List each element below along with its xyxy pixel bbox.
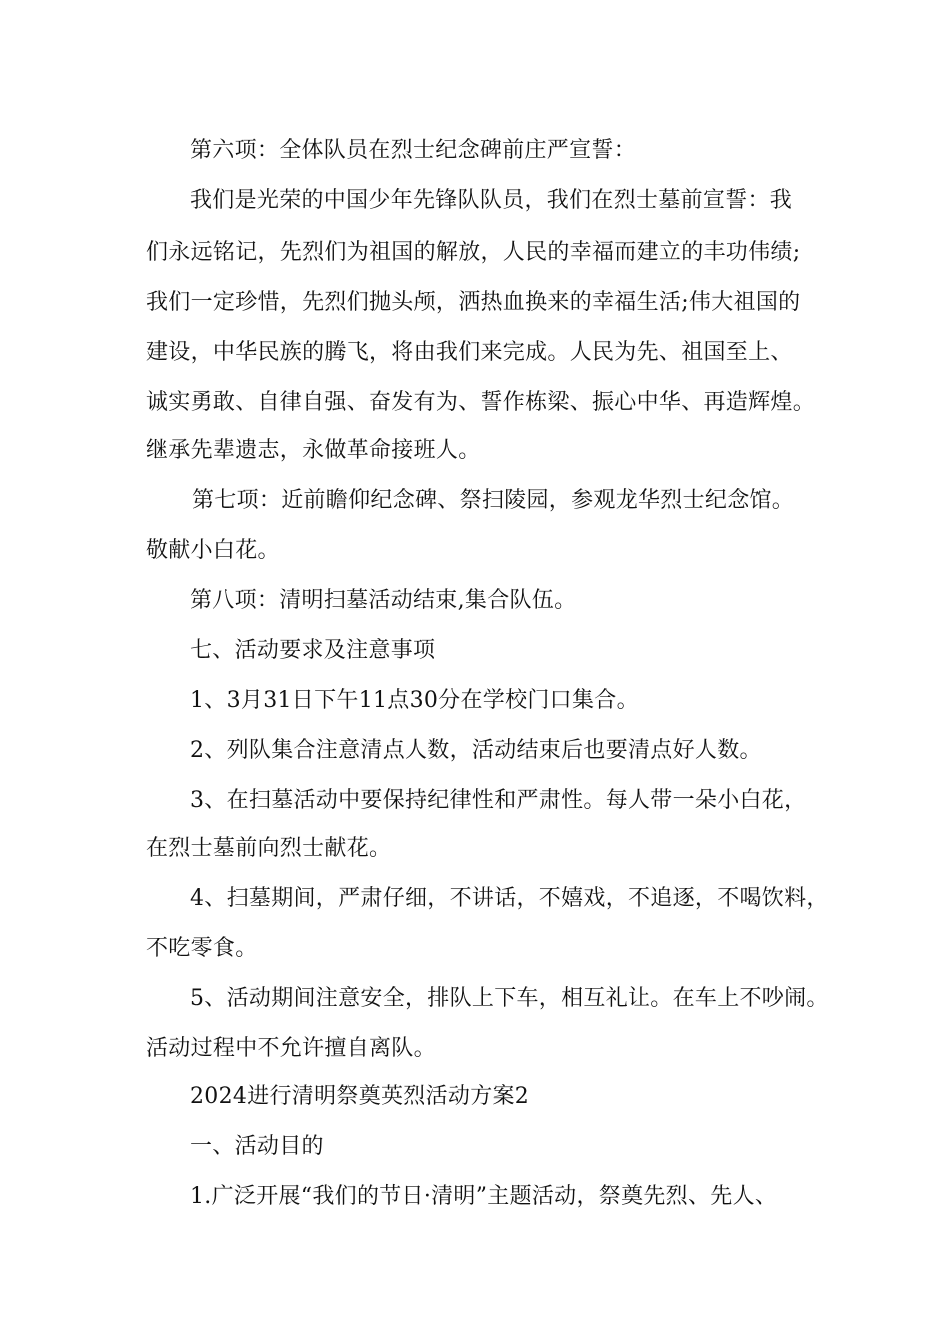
requirement-item-5-cont: 活动过程中不允许擅自离队。 — [146, 1036, 436, 1061]
oath-text-line: 继承先辈遗志，永做革命接班人。 — [146, 438, 481, 463]
paragraph-item-6-heading: 第六项：全体队员在烈士纪念碑前庄严宣誓： — [190, 138, 637, 163]
requirement-item-3-cont: 在烈士墓前向烈士献花。 — [146, 836, 392, 861]
oath-text-line: 建设，中华民族的腾飞，将由我们来完成。人民为先、祖国至上、 — [146, 340, 793, 365]
section-heading-purpose: 一、活动目的 — [190, 1134, 324, 1159]
paragraph-item-7-cont: 敬献小白花。 — [146, 538, 280, 563]
section-heading-requirements: 七、活动要求及注意事项 — [190, 638, 436, 663]
oath-text-line: 们永远铭记，先烈们为祖国的解放，人民的幸福而建立的丰功伟绩; — [146, 240, 801, 265]
requirement-item-1: 1、3月31日下午11点30分在学校门口集合。 — [190, 688, 639, 713]
paragraph-item-8: 第八项：清明扫墓活动结束,集合队伍。 — [190, 588, 577, 613]
oath-text-line: 诚实勇敢、自律自强、奋发有为、誓作栋梁、振心中华、再造辉煌。 — [146, 390, 816, 415]
oath-text-line: 我们一定珍惜，先烈们抛头颅，洒热血换来的幸福生活;伟大祖国的 — [146, 290, 801, 315]
requirement-item-4: 4、扫墓期间，严肃仔细，不讲话，不嬉戏，不追逐，不喝饮料， — [190, 886, 829, 911]
requirement-item-5: 5、活动期间注意安全，排队上下车，相互礼让。在车上不吵闹。 — [190, 986, 829, 1011]
requirement-item-2: 2、列队集合注意清点人数，活动结束后也要清点好人数。 — [190, 738, 762, 763]
requirement-item-3: 3、在扫墓活动中要保持纪律性和严肃性。每人带一朵小白花， — [190, 788, 807, 813]
requirement-item-4-cont: 不吃零食。 — [146, 936, 258, 961]
purpose-item-1: 1.广泛开展“我们的节日·清明”主题活动，祭奠先烈、先人、 — [190, 1184, 778, 1209]
paragraph-item-7: 第七项：近前瞻仰纪念碑、祭扫陵园，参观龙华烈士纪念馆。 — [192, 488, 795, 513]
plan-2-title: 2024进行清明祭奠英烈活动方案2 — [190, 1084, 530, 1109]
oath-text-line: 我们是光荣的中国少年先锋队队员，我们在烈士墓前宣誓：我 — [190, 188, 793, 213]
